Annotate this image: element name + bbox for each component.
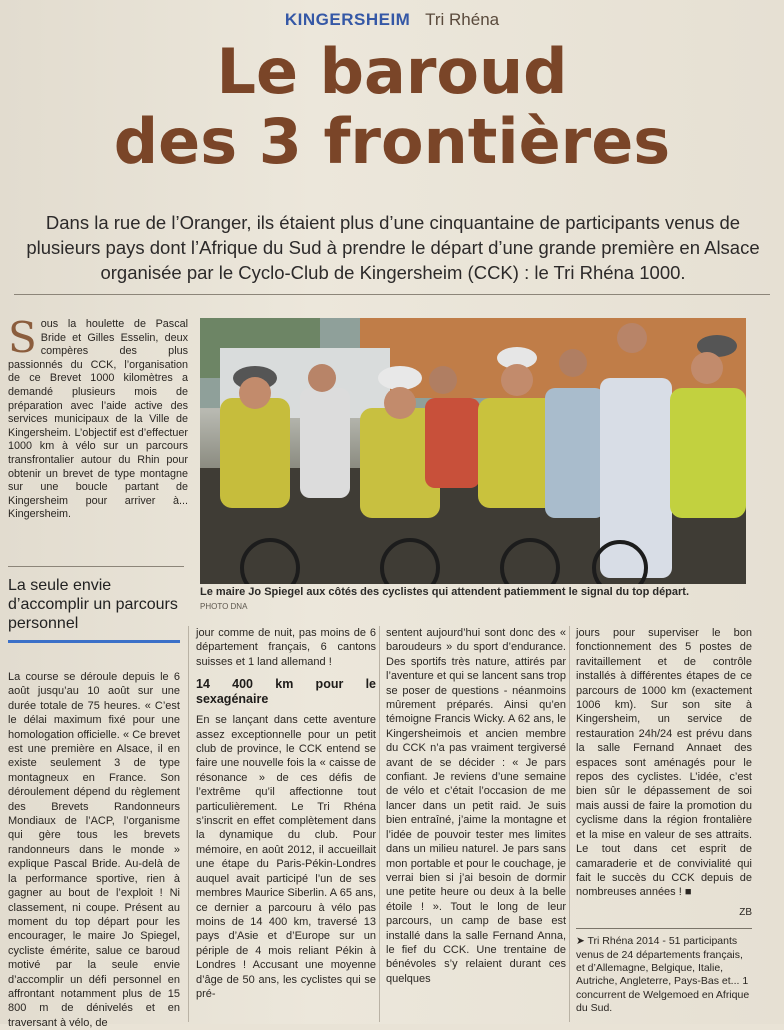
- lead-paragraph: [8, 313, 188, 522]
- kicker-tag: Tri Rhéna: [425, 10, 500, 29]
- column-2-body: En se lançant dans cette aventure assez exceptionnelle pour un petit club de province, le CCK entend se faire une nouvelle fois la « caisse de résonance » de ces défis de l’extrême qu’il affectionne tout particulièrement. Le Tri Rhéna s’inscrit en effet complètement dans la dynamique du club. Pour mémoire, en août 2012, il accueillait une étape du Paris-Pékin-Londres auquel avait participé l’un de ses membres Maurice Siberlin. A 65 ans, ce dernier a parcouru à vélo pas moins de 14 400 km, traversé 13 pays d’Asie et d’Europe sur un périple de 4 mois reliant Pékin à Londres ! Accusant une moyenne d’âge de 50 ans, les cyclistes qui se pré-: [196, 714, 376, 1000]
- column-1: [8, 670, 180, 1030]
- column-4: [576, 626, 752, 1016]
- column-rule: [188, 626, 189, 1022]
- column-3-text: sentent aujourd’hui sont donc des « baroudeurs » du sport d’endurance. Des sportifs très nature, attirés par l’aventure et qui se lancent sans trop se poser de questions - néanmoins mûrement préparés. Ainsi qu’en témoigne Francis Wicky. A 62 ans, le Kingersheimois et ancien membre du CCK n’a pas vraiment tergiversé avant de se décider : « Je pars confiant. Je reviens d’une semaine de vélo et c’était l’occasion de me lancer dans un petit raid. Je suis bien entraîné, j’aime la montagne et l’idée de pouvoir tester mes limites dans un milieu naturel. Je pars sans mon portable et pour le couchage, je verrai bien si j’ai besoin de dormir une petite heure ou deux à la belle étoile ! ». Tout le long de leur parcours, un camp de base est installé dans la salle Fernand Anna, le fief du CCK. Une trentaine de bénévoles s’y relaient durant ces quelques: [386, 627, 566, 985]
- headline-line-1: Le baroud: [216, 35, 568, 108]
- section-kicker: [0, 10, 784, 30]
- kicker-town: KINGERSHEIM: [284, 10, 411, 29]
- lead-text: ous la houlette de Pascal Bride et Gilles Esselin, deux compères des plus passionnés du CCK, l’organisation de ce Brevet 1000 kilomètres a demandé plusieurs mois de préparation avec l’aide active des services municipaux de la Ville de Kingersheim. L’objectif est d’effectuer 1000 km à vélo sur un parcours transfrontalier autour du Rhin pour obtenir un brevet de type montagne sur une boucle partant de Kingersheim pour arriver à... Kingersheim.: [8, 318, 188, 521]
- photo-credit: PHOTO DNA: [200, 602, 248, 611]
- column-rule: [569, 626, 570, 1022]
- drop-cap: S: [8, 313, 37, 362]
- cyclists-photo: [200, 318, 746, 584]
- author-signature: ZB: [739, 906, 752, 918]
- column-4-body: jours pour superviser le bon fonctionnement des 5 postes de ravitaillement et de contrôle installés à différentes étapes de ce parcours de 1000 km (exactement 1006 km). Sur son site à Kingersheim, un service de restauration 24h/24 est prévu dans la salle Fernand Annaet des espaces sont aménagés pour le repos des cyclistes. L’idée, c’est bien sûr le dépassement de soi mais aussi de faire la promotion du cyclisme dans la région frontalière et la mise en valeur de ses attraits. Le tout dans cet esprit de camaraderie et de convivialité qui fait le succès du CCK depuis de nombreuses années ! ■: [576, 627, 752, 899]
- subheading-bar: [8, 640, 180, 643]
- photo-caption: Le maire Jo Spiegel aux côtés des cyclistes qui attendent patiemment le signal du top départ.: [200, 586, 690, 598]
- column-2-intro: jour comme de nuit, pas moins de 6 département français, 6 cantons suisses et 1 land allemand !: [196, 627, 376, 668]
- column-rule: [379, 626, 380, 1022]
- article-standfirst: Dans la rue de l’Oranger, ils étaient plus d’une cinquantaine de participants venus de plusieurs pays dont l’Afrique du Sud à prendre le départ d’une grande première en Alsace organisée par le Cyclo-Club de Kingersheim (CCK) : le Tri Rhéna 1000.: [26, 212, 760, 283]
- headline-line-2: des 3 frontières: [113, 105, 671, 179]
- column-3: [386, 626, 566, 986]
- column-2: [196, 626, 376, 1001]
- column-2-heading: 14 400 km pour le sexagénaire: [196, 677, 376, 707]
- article-headline: [0, 35, 784, 179]
- info-box: ➤ Tri Rhéna 2014 - 51 participants venus de 24 départements français, et d’Allemagne, Belgique, Italie, Autriche, Angleterre, Pays-Bas et... 1 concurrent de Welgemoed en Afrique du Sud.: [576, 928, 752, 1015]
- subheading: La seule envie d’accomplir un parcours personnel: [8, 577, 178, 632]
- photo-illustration: [200, 318, 746, 584]
- subhead-top-rule: [8, 566, 184, 567]
- divider: [14, 294, 770, 295]
- column-1-text: La course se déroule depuis le 6 août jusqu’au 10 août sur une durée totale de 75 heures. « C’est le délai maximum fixé pour une homologation officielle. « Ce brevet est une première en Alsace, il en existe seulement 3 de type montagneux en France. Son déroulement dépend du règlement des Brevets Randonneurs Mondiaux de l’ACP, l’organisme qui gère tous les brevets randonneurs dans le monde » explique Pascal Bride. Au-delà de la performance sportive, rien à gagner au bout de l’exploit ! Ni classement, ni coupe. Présent au moment du top départ pour les encourager, le maire Jo Spiegel, cycliste émérite, salue ce baroud motivé par la seule envie d’accomplir un défi personnel en affrontant notamment plus de 15 800 m de dénivelés et en traversant à vélo, de: [8, 671, 180, 1029]
